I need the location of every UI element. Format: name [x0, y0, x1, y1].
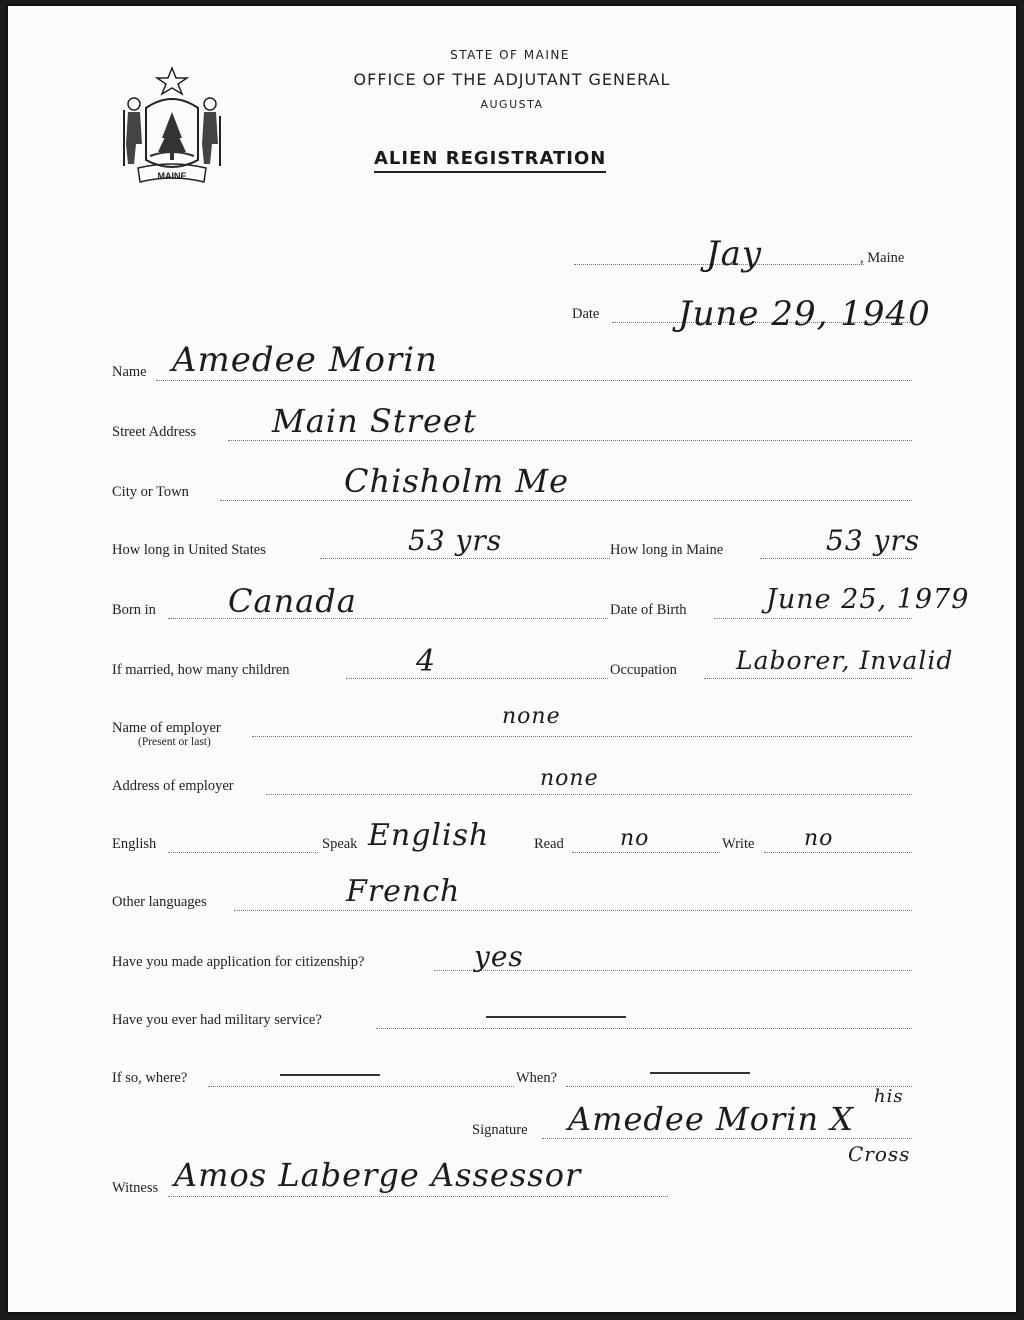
write-value: no [804, 826, 834, 851]
where-dash [280, 1074, 380, 1076]
born-in-label: Born in [112, 602, 156, 618]
speak-value: English [368, 818, 490, 853]
maine-label: , Maine [860, 250, 905, 266]
other-languages-value: French [346, 874, 461, 909]
signature-line [542, 1138, 912, 1139]
other-languages-label: Other languages [112, 894, 207, 910]
how-long-us-value: 53 yrs [408, 524, 503, 557]
street-label: Street Address [112, 424, 197, 440]
citizenship-value: yes [474, 940, 524, 973]
military-dash [486, 1016, 626, 1018]
header-state: STATE OF MAINE [450, 48, 570, 62]
read-line [572, 852, 720, 853]
date-of-birth-label: Date of Birth [610, 602, 687, 618]
english-label: English [112, 836, 157, 852]
children-label: If married, how many children [112, 662, 290, 678]
when-dash [650, 1072, 750, 1074]
page-title: ALIEN REGISTRATION [374, 148, 606, 173]
military-line [376, 1028, 912, 1029]
header-office: OFFICE OF THE ADJUTANT GENERAL [353, 70, 671, 89]
witness-value: Amos Laberge Assessor [174, 1156, 582, 1194]
how-long-us-line [320, 558, 610, 559]
name-value: Amedee Morin [172, 340, 439, 380]
occupation-line [704, 678, 912, 679]
city-line [220, 500, 912, 501]
city-label: City or Town [112, 484, 189, 500]
english-line [168, 852, 318, 853]
seal-banner-text: MAINE [157, 171, 187, 181]
occupation-label: Occupation [610, 662, 677, 678]
witness-label: Witness [112, 1180, 159, 1196]
signature-value: Amedee Morin X [568, 1100, 855, 1138]
employer-name-sublabel: (Present or last) [138, 736, 211, 748]
other-languages-line [234, 910, 912, 911]
read-value: no [620, 826, 650, 851]
born-in-value: Canada [228, 582, 357, 620]
how-long-maine-value: 53 yrs [826, 524, 921, 557]
witness-line [168, 1196, 668, 1197]
how-long-us-label: How long in United States [112, 542, 266, 558]
citizenship-label: Have you made application for citizenship? [112, 954, 365, 970]
header-city: AUGUSTA [480, 98, 544, 111]
occupation-value: Laborer, Invalid [736, 646, 954, 675]
signature-mark-bottom: Cross [848, 1142, 911, 1166]
employer-name-label: Name of employer [112, 720, 221, 736]
date-value: June 29, 1940 [678, 294, 931, 334]
write-line [764, 852, 912, 853]
military-label: Have you ever had military service? [112, 1012, 322, 1028]
city-value: Chisholm Me [344, 462, 570, 500]
town-value: Jay [706, 234, 763, 274]
date-label: Date [572, 306, 600, 322]
registration-form [6, 4, 1018, 1314]
employer-address-label: Address of employer [112, 778, 234, 794]
children-line [346, 678, 608, 679]
how-long-maine-label: How long in Maine [610, 542, 724, 558]
street-line [228, 440, 912, 441]
read-label: Read [534, 836, 564, 852]
where-label: If so, where? [112, 1070, 188, 1086]
date-of-birth-value: June 25, 1979 [766, 584, 970, 615]
write-label: Write [722, 836, 755, 852]
children-value: 4 [416, 644, 437, 679]
street-value: Main Street [272, 402, 477, 440]
where-line [208, 1086, 514, 1087]
employer-name-line [252, 736, 912, 737]
name-line [156, 380, 912, 381]
name-label: Name [112, 364, 147, 380]
employer-name-value: none [502, 704, 561, 729]
speak-label: Speak [322, 836, 358, 852]
date-of-birth-line [714, 618, 912, 619]
employer-address-value: none [540, 766, 599, 791]
how-long-maine-line [760, 558, 912, 559]
signature-label: Signature [472, 1122, 528, 1138]
when-line [566, 1086, 912, 1087]
employer-address-line [266, 794, 912, 795]
when-label: When? [516, 1070, 558, 1086]
signature-mark-top: his [874, 1086, 904, 1107]
